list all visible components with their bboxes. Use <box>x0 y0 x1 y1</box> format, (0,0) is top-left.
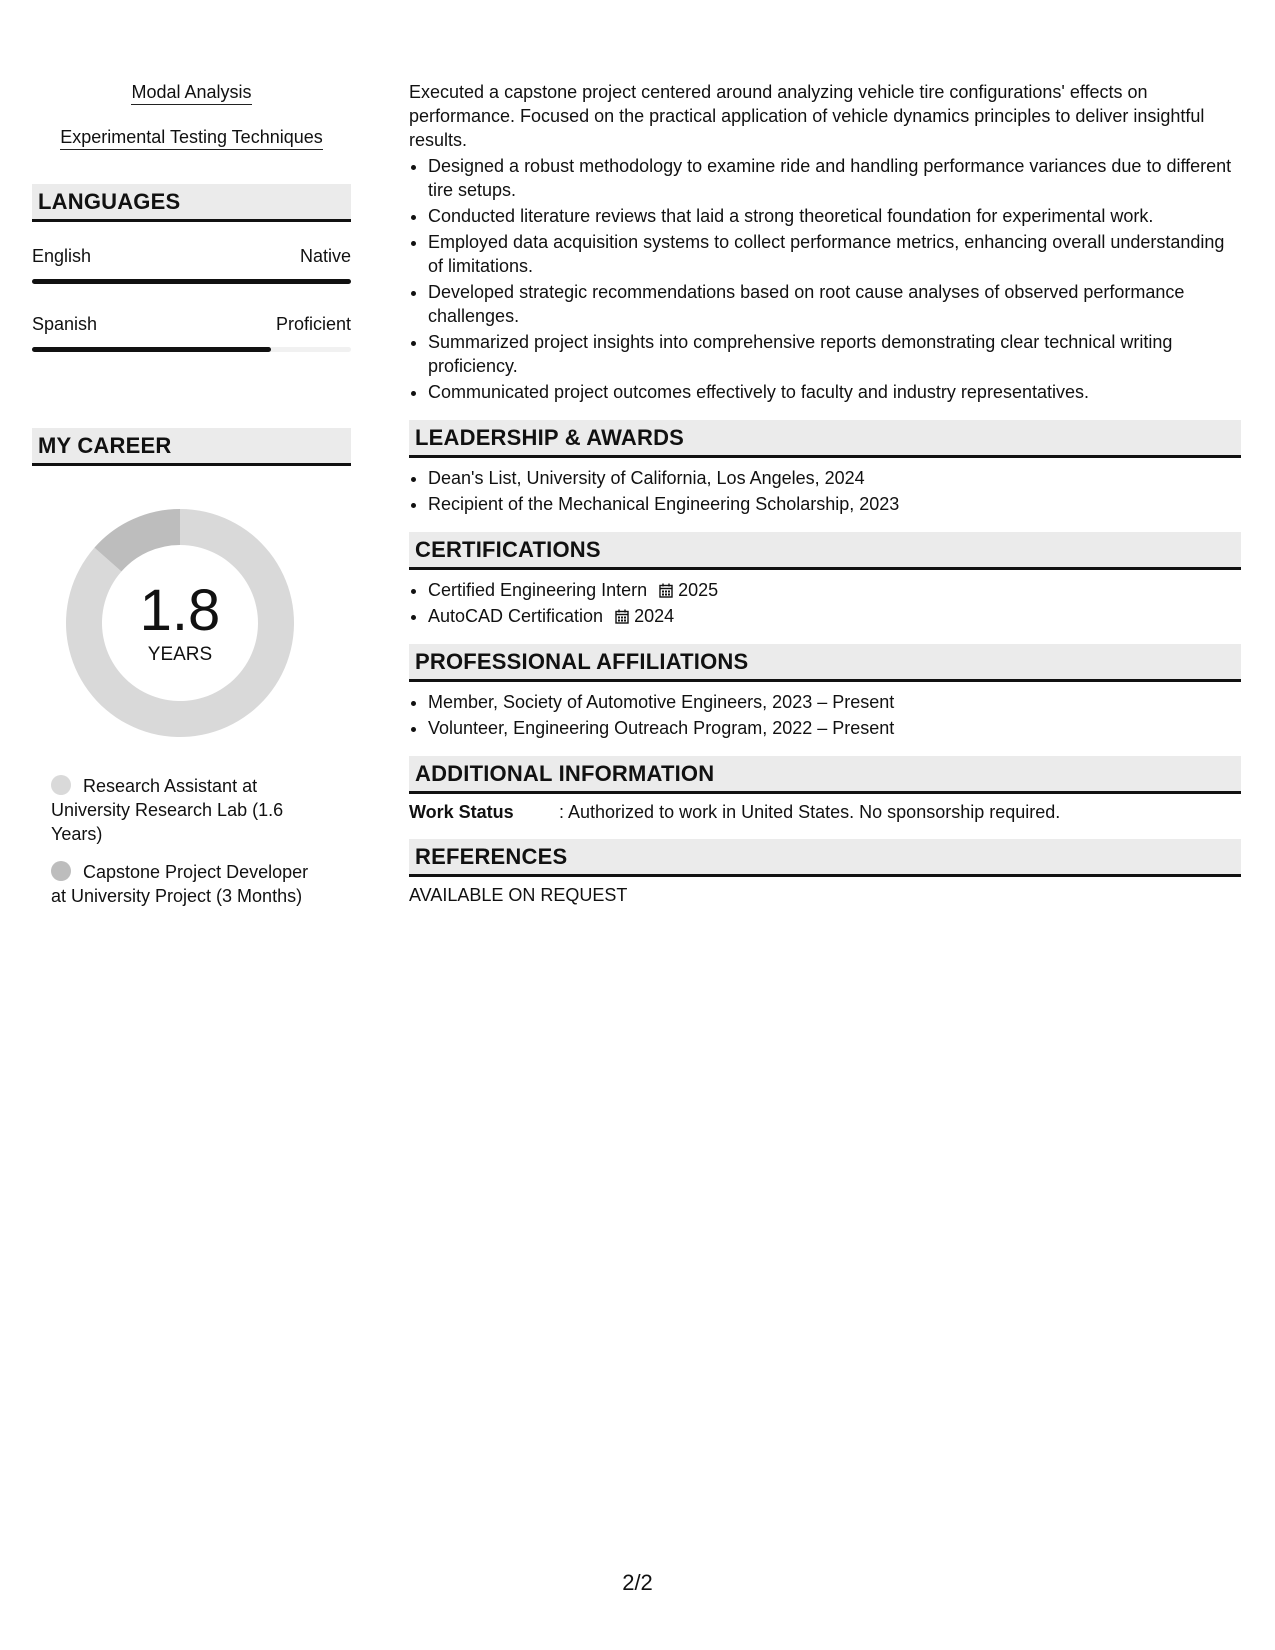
list-item: • Summarized project insights into comprehensive reports demonstrating clear technical writing proficiency. <box>428 330 1241 378</box>
list-item: • Developed strategic recommendations based on root cause analyses of observed performance challenges. <box>428 280 1241 328</box>
career-legend-item: Capstone Project Developer at University Project (3 Months) <box>51 862 309 906</box>
list-item: • Designed a robust methodology to examine ride and handling performance variances due to different tire setups. <box>428 154 1241 202</box>
list-item: • Conducted literature reviews that laid a strong theoretical foundation for experimental work. <box>428 204 1241 228</box>
left-column <box>32 82 351 922</box>
career-legend-item: Research Assistant at University Research Lab (1.6 Years) <box>51 776 284 844</box>
language-level: Native <box>299 246 351 266</box>
career-legend <box>51 774 321 908</box>
page-number: 2/2 <box>622 1570 653 1595</box>
list-item: • Recipient of the Mechanical Engineering Scholarship, 2023 <box>428 492 1241 516</box>
project-description: Executed a capstone project centered around analyzing vehicle tire configurations' effects on performance. Focused on the practical application of vehicle dynamics principles to deliver insightful results. <box>409 82 1205 150</box>
list-item: • Employed data acquisition systems to collect performance metrics, enhancing overall understanding of limitations. <box>428 230 1241 278</box>
list-item: • Member, Society of Automotive Engineers, 2023 – Present <box>428 690 1241 714</box>
skill-item: Experimental Testing Techniques <box>32 127 351 148</box>
language-level: Proficient <box>275 314 351 334</box>
career-donut-chart <box>65 508 295 738</box>
legend-dot <box>51 861 71 881</box>
list-item: • Dean's List, University of California, Los Angeles, 2024 <box>428 466 1241 490</box>
languages-heading: LANGUAGES <box>32 184 351 222</box>
language-name: English <box>32 246 92 266</box>
project-bullets <box>409 154 1241 404</box>
list-item: • Communicated project outcomes effectively to faculty and industry representatives. <box>428 380 1241 404</box>
career-total-unit: YEARS <box>147 644 213 665</box>
leadership-list <box>409 466 1241 516</box>
calendar-icon <box>659 583 673 598</box>
affiliations-heading: PROFESSIONAL AFFILIATIONS <box>409 644 1241 682</box>
affiliations-list <box>409 690 1241 740</box>
additional-info-heading: ADDITIONAL INFORMATION <box>409 756 1241 794</box>
certifications-heading: CERTIFICATIONS <box>409 532 1241 570</box>
certification-year: 2024 <box>634 606 675 626</box>
skill-item: Modal Analysis <box>32 82 351 103</box>
certifications-list <box>409 578 1241 628</box>
language-bar-fill <box>32 347 271 352</box>
language-bar <box>32 347 351 352</box>
list-item: • Volunteer, Engineering Outreach Program, 2022 – Present <box>428 716 1241 740</box>
calendar-icon <box>615 609 629 624</box>
career-heading: MY CAREER <box>32 428 351 466</box>
language-name: Spanish <box>32 314 98 334</box>
work-status-row <box>409 802 1241 823</box>
references-text: AVAILABLE ON REQUEST <box>409 885 628 905</box>
language-item <box>32 246 351 284</box>
work-status-label: Work Status <box>409 802 514 822</box>
certification-item: • Certified Engineering Intern 2025 <box>428 578 1241 602</box>
language-item <box>32 314 351 352</box>
language-bar <box>32 279 351 284</box>
language-bar-fill <box>32 279 351 284</box>
certification-item: • AutoCAD Certification 2024 <box>428 604 1241 628</box>
leadership-heading: LEADERSHIP & AWARDS <box>409 420 1241 458</box>
career-total-value: 1.8 <box>139 578 221 643</box>
right-column <box>409 80 1241 906</box>
references-heading: REFERENCES <box>409 839 1241 877</box>
certification-year: 2025 <box>678 580 719 600</box>
legend-dot <box>51 775 71 795</box>
work-status-value: : Authorized to work in United States. No sponsorship required. <box>559 802 1061 822</box>
